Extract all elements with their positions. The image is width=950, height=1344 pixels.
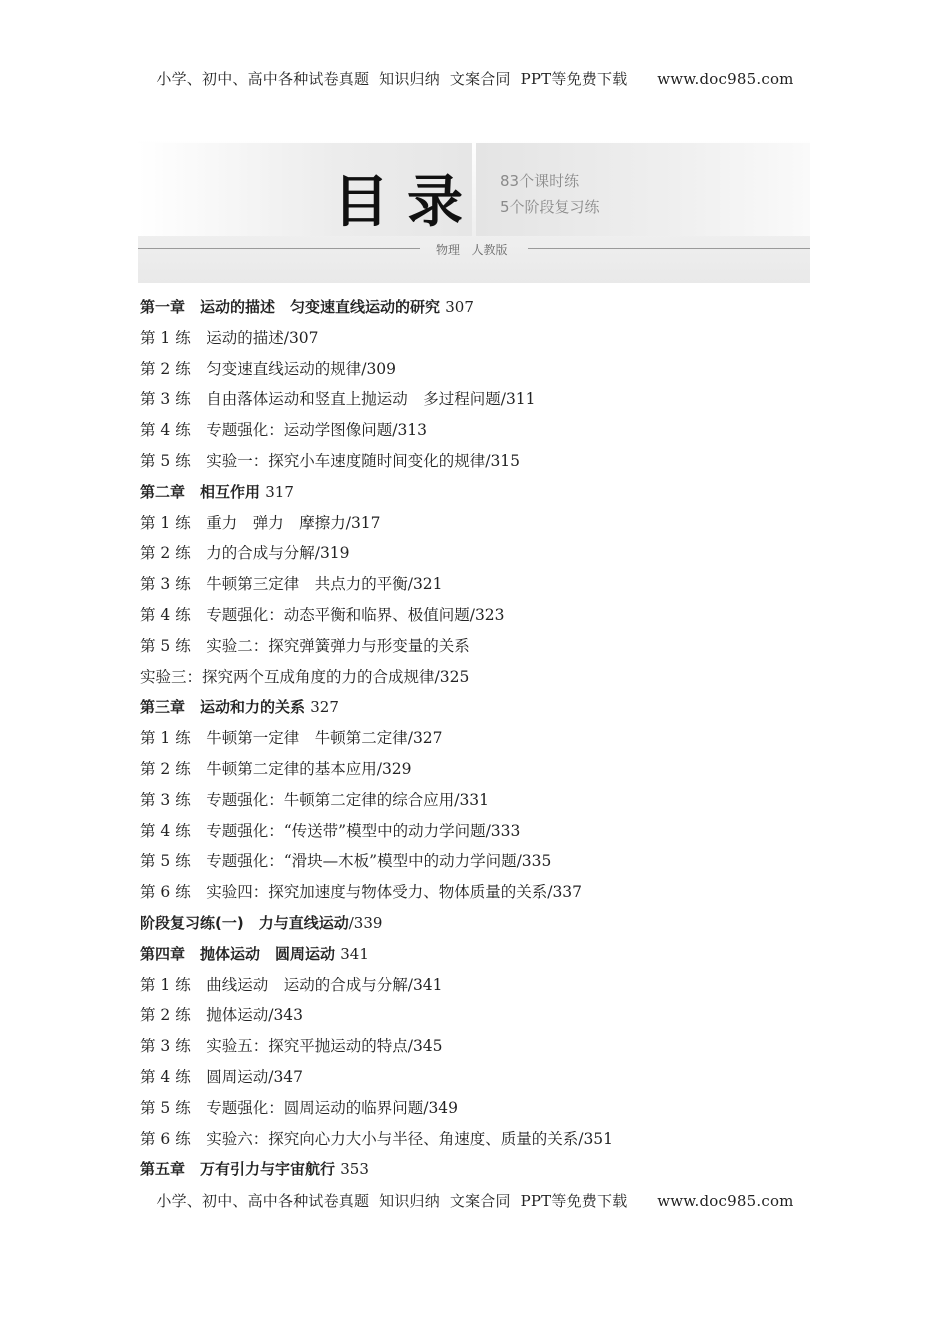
edition-label: 物理 人教版 [436, 243, 508, 257]
toc-entry-text: 第 1 练 运动的描述/307 [140, 328, 319, 347]
toc-entry-text: 第 3 练 实验五：探究平抛运动的特点/345 [140, 1037, 443, 1056]
toc-page-number: 353 [340, 1160, 369, 1179]
toc-page-number: /339 [348, 913, 383, 932]
toc-chapter-heading [140, 477, 820, 508]
toc-entry-text: 阶段复习练(一) 力与直线运动 [140, 913, 349, 932]
toc-entry-text: 第 5 练 专题强化：圆周运动的临界问题/349 [140, 1098, 459, 1117]
toc-chapter-heading [140, 939, 820, 970]
toc-entry [140, 600, 820, 631]
divider-left [138, 248, 420, 249]
toc-entry-text: 第三章 运动和力的关系 [140, 698, 306, 717]
toc-entry-text: 第 4 练 圆周运动/347 [140, 1067, 304, 1086]
page-header: 小学、初中、高中各种试卷真题 知识归纳 文案合同 PPT等免费下载 www.doc985.com [156, 70, 794, 88]
toc-entry [140, 1031, 820, 1062]
toc-entry [140, 1093, 820, 1124]
toc-entry-text: 第 4 练 专题强化：运动学图像问题/313 [140, 421, 428, 440]
toc-entry-text: 第二章 相互作用 [140, 482, 261, 501]
toc-entry-text: 第四章 抛体运动 圆周运动 [140, 944, 336, 963]
toc-entry [140, 415, 820, 446]
toc-entry-text: 第 3 练 牛顿第三定律 共点力的平衡/321 [140, 575, 443, 594]
toc-entry [140, 508, 820, 539]
toc-entry [140, 877, 820, 908]
toc-entry [140, 816, 820, 847]
toc-chapter-heading [140, 292, 820, 323]
lesson-count-label: 83个课时练 [500, 172, 580, 190]
toc-title: 目录 [333, 170, 481, 235]
toc-entry [140, 384, 820, 415]
toc-entry-text: 第 5 练 实验一：探究小车速度随时间变化的规律/315 [140, 451, 521, 470]
toc-chapter-heading [140, 908, 820, 939]
review-count-label: 5个阶段复习练 [500, 198, 600, 216]
toc-entry-text: 第 5 练 实验二：探究弹簧弹力与形变量的关系 [140, 636, 470, 655]
toc-entry [140, 569, 820, 600]
toc-entry-text: 第 5 练 专题强化：“滑块—木板”模型中的动力学问题/335 [140, 852, 552, 871]
divider-right [528, 248, 810, 249]
toc-entry-text: 第 1 练 重力 弹力 摩擦力/317 [140, 513, 381, 532]
toc-entry [140, 785, 820, 816]
toc-chapter-heading [140, 1154, 820, 1185]
toc-entry [140, 1062, 820, 1093]
toc-entry-text: 第 2 练 抛体运动/343 [140, 1006, 304, 1025]
toc-entry-text: 第 1 练 牛顿第一定律 牛顿第二定律/327 [140, 729, 443, 748]
toc-chapter-heading [140, 692, 820, 723]
toc-entry-text: 第一章 运动的描述 匀变速直线运动的研究 [140, 298, 441, 316]
toc-entry-text: 实验三：探究两个互成角度的力的合成规律/325 [140, 667, 470, 686]
toc-entry [140, 970, 820, 1001]
toc-entry [140, 1124, 820, 1155]
toc-entry-text: 第 2 练 牛顿第二定律的基本应用/329 [140, 759, 412, 778]
toc-page-number: 317 [265, 482, 294, 501]
toc-entry [140, 723, 820, 754]
toc-entry-text: 第 2 练 力的合成与分解/319 [140, 544, 350, 563]
toc-entry-text: 第 3 练 自由落体运动和竖直上抛运动 多过程问题/311 [140, 390, 536, 409]
toc-entry-text: 第 6 练 实验六：探究向心力大小与半径、角速度、质量的关系/351 [140, 1129, 614, 1148]
toc-page-number: 341 [340, 944, 369, 963]
toc-page-number: 327 [310, 698, 339, 717]
toc-entry-text: 第 1 练 曲线运动 运动的合成与分解/341 [140, 975, 443, 994]
toc-entry [140, 323, 820, 354]
table-of-contents [140, 292, 820, 1185]
toc-entry [140, 662, 820, 693]
toc-entry-text: 第五章 万有引力与宇宙航行 [140, 1160, 336, 1179]
toc-entry [140, 354, 820, 385]
toc-entry [140, 1000, 820, 1031]
toc-entry [140, 538, 820, 569]
toc-entry [140, 446, 820, 477]
toc-entry [140, 631, 820, 662]
toc-entry-text: 第 4 练 专题强化：“传送带”模型中的动力学问题/333 [140, 821, 521, 840]
toc-entry-text: 第 6 练 实验四：探究加速度与物体受力、物体质量的关系/337 [140, 883, 583, 902]
toc-entry-text: 第 2 练 匀变速直线运动的规律/309 [140, 359, 397, 378]
toc-entry [140, 754, 820, 785]
toc-entry-text: 第 3 练 专题强化：牛顿第二定律的综合应用/331 [140, 790, 490, 809]
page-footer: 小学、初中、高中各种试卷真题 知识归纳 文案合同 PPT等免费下载 www.doc985.com [156, 1192, 794, 1210]
toc-page-number: 307 [445, 298, 474, 316]
toc-entry-text: 第 4 练 专题强化：动态平衡和临界、极值问题/323 [140, 605, 505, 624]
toc-entry [140, 846, 820, 877]
toc-banner [138, 140, 810, 283]
